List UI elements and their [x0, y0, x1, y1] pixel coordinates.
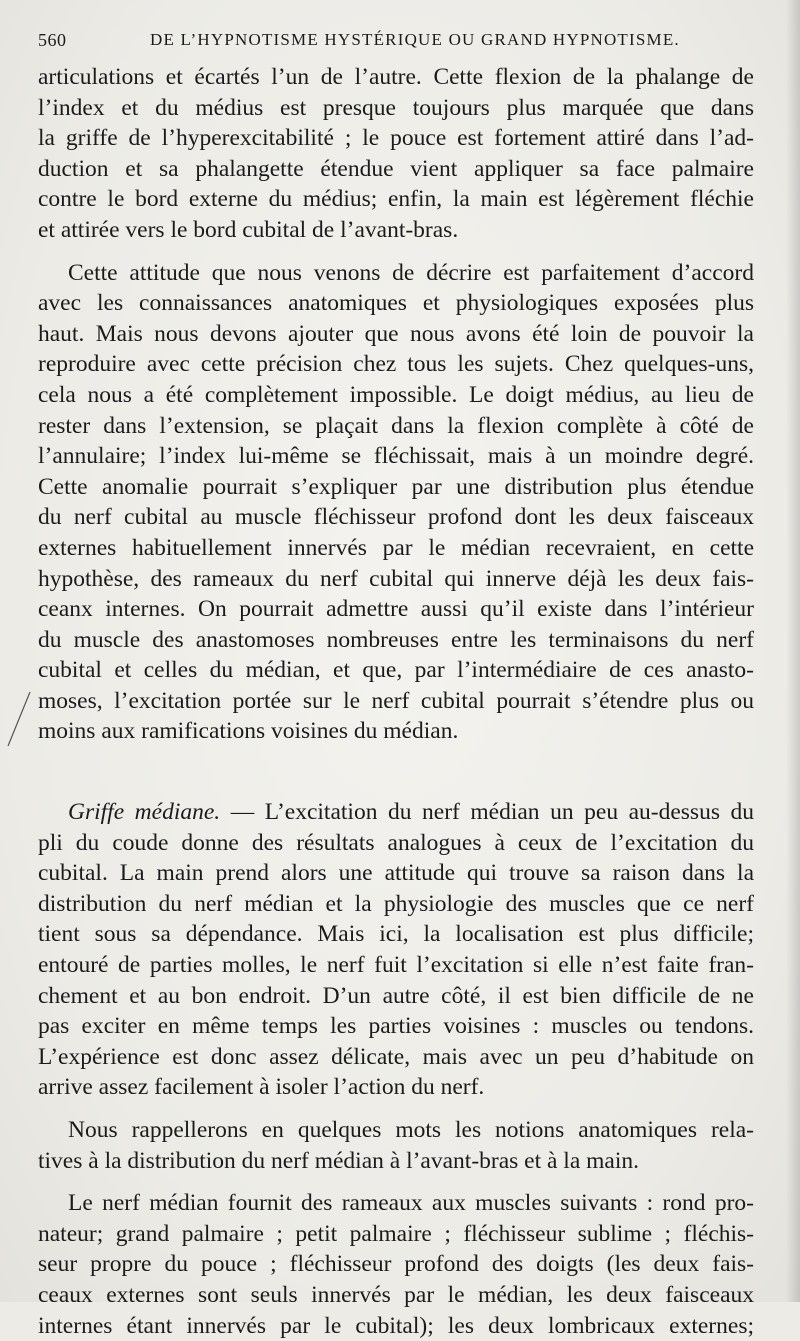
text-line: ceaux externes sont seuls innervés par le médian, les deux faisceaux	[38, 1281, 754, 1308]
text-line: L’expérience est donc assez délicate, mais avec un peu d’habitude on	[38, 1043, 754, 1070]
text-line: avec les connaissances anatomiques et physiologiques exposées plus	[38, 290, 754, 317]
text-line: Cette anomalie pourrait s’expliquer par une distribution plus étendue	[38, 473, 754, 500]
text-line: Nous rappellerons en quelques mots les notions anatomiques rela-	[68, 1117, 754, 1143]
text-line: seur propre du pouce ; fléchisseur profond des doigts (les deux fais-	[38, 1251, 754, 1278]
page-number: 560	[38, 30, 67, 50]
text-line: et attirée vers le bord cubital de l’avant-bras.	[38, 216, 459, 243]
text-line-with-title	[38, 797, 754, 828]
text-line: hypothèse, des rameaux du nerf cubital qui innerve déjà les deux fais-	[38, 565, 754, 592]
text-line: moins aux ramifications voisines du médian.	[38, 718, 459, 745]
text-line: pli du coude donne des résultats analogues à ceux de l’excitation du	[38, 829, 754, 856]
section-title-rest: — L’excitation du nerf médian un peu au-dessus du	[230, 799, 755, 826]
text-line: articulations et écartés l’un de l’autre. Cette flexion de la phalange de	[38, 64, 754, 90]
text-line: cubital. La main prend alors une attitude qui trouve sa raison dans la	[38, 860, 754, 887]
paragraph-2	[38, 258, 754, 748]
text-line: entouré de parties molles, le nerf fuit l’excitation si elle n’est faite fran-	[38, 952, 754, 979]
section-title: Griffe médiane.	[68, 799, 221, 826]
text-line: l’index et du médius est presque toujours plus marquée que dans	[38, 94, 754, 121]
text-line: tient sous sa dépendance. Mais ici, la localisation est plus difficile;	[38, 921, 754, 948]
text-line: cela nous a été complètement impossible. Le doigt médius, au lieu de	[38, 381, 754, 408]
text-line: externes habituellement innervés par le médian recevraient, en cette	[38, 534, 754, 561]
paragraph-griffe-mediane	[38, 797, 754, 1103]
text-line: la griffe de l’hyperexcitabilité ; le pouce est fortement attiré dans l’ad-	[38, 125, 754, 152]
text-line: duction et sa phalangette étendue vient appliquer sa face palmaire	[38, 155, 754, 182]
text-line: moses, l’excitation portée sur le nerf cubital pourrait s’étendre plus ou	[38, 687, 754, 714]
page-header	[38, 30, 778, 56]
text-line: rester dans l’extension, se plaçait dans la flexion complète à côté de	[38, 412, 754, 439]
text-line: cubital et celles du médian, et que, par l’intermédiaire de ces anasto-	[38, 657, 754, 684]
text-line: ceanx internes. On pourrait admettre aussi qu’il existe dans l’intérieur	[38, 596, 754, 623]
text-line: contre le bord externe du médius; enfin, la main est légèrement fléchie	[38, 186, 754, 213]
text-line: tives à la distribution du nerf médian à l’avant-bras et à la main.	[38, 1147, 640, 1174]
running-title: DE L’HYPNOTISME HYSTÉRIQUE OU GRAND HYPNOTISME.	[150, 30, 680, 49]
text-line: distribution du nerf médian et la physiologie des muscles que ce nerf	[38, 890, 754, 917]
paragraph-5	[38, 1188, 754, 1341]
paragraph-1	[38, 62, 754, 246]
text-line: Cette attitude que nous venons de décrire est parfaitement d’accord	[68, 259, 754, 286]
text-line: Le nerf médian fournit des rameaux aux muscles suivants : rond pro-	[68, 1190, 754, 1217]
page-edge-shadow	[786, 0, 800, 1302]
text-line: arrive assez facilement à isoler l’action du nerf.	[38, 1074, 485, 1101]
text-line: l’annulaire; l’index lui-même se fléchissait, mais à un moindre degré.	[38, 443, 754, 470]
text-line: chement et au bon endroit. D’un autre côté, il est bien difficile de ne	[38, 982, 754, 1009]
page-body	[38, 62, 754, 1341]
text-line: haut. Mais nous devons ajouter que nous avons été loin de pouvoir la	[38, 320, 754, 347]
text-line: nateur; grand palmaire ; petit palmaire ; fléchisseur sublime ; fléchis-	[38, 1220, 754, 1247]
text-line: du nerf cubital au muscle fléchisseur profond dont les deux faisceaux	[38, 504, 754, 531]
text-line: du muscle des anastomoses nombreuses entre les terminaisons du nerf	[38, 626, 754, 653]
text-line: reproduire avec cette précision chez tous les sujets. Chez quelques-uns,	[38, 351, 754, 378]
text-line: internes étant innervés par le cubital); les deux lombricaux externes;	[38, 1312, 754, 1339]
paragraph-4	[38, 1115, 754, 1176]
margin-pencil-mark	[4, 690, 34, 750]
text-line: pas exciter en même temps les parties voisines : muscles ou tendons.	[38, 1013, 754, 1040]
